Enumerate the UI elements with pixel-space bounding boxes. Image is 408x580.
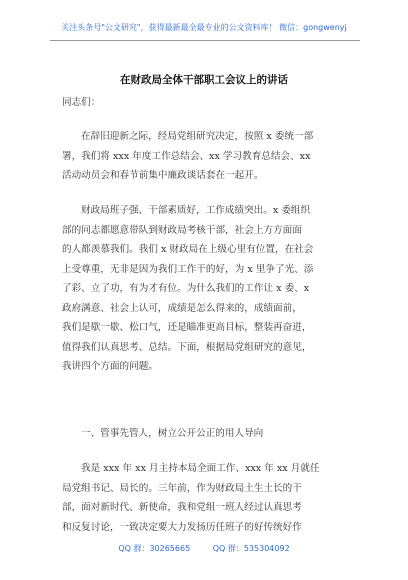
greeting: 同志们： [62, 97, 101, 108]
paragraph-line: 部的同志都愿意带队到财政局考核干部，社会上方方面面 [62, 224, 302, 236]
paragraph-line: 财政局班子强、干部素质好，工作成绩突出。x 委组织 [81, 205, 311, 216]
paragraph-line: 我是 xxx 年 xx 月主持本局全面工作、xxx 年 xx 月就任 [81, 463, 320, 474]
section-heading [62, 424, 348, 444]
paragraph-line: 政府满意、社会上认可，成绩是怎么得来的，成绩面前， [62, 302, 302, 314]
paragraph-line: 局党组书记、局长的。三年前，作为财政局土生土长的干 [62, 482, 302, 494]
paragraph-line: 上受尊重，无非是因为我们工作干的好，为 x 里争了光、添 [62, 263, 314, 275]
paragraph-line: 我讲四个方面的问题。 [62, 361, 158, 372]
section-heading-text: 一、管事先管人，树立公开公正的用人导向 [81, 428, 264, 439]
paragraph-line: 值得我们认真思考、总结。下面，根据局党组研究的意见， [62, 341, 312, 353]
footer-contact [0, 543, 408, 554]
document-title: 在财政局全体干部职工会议上的讲话 [120, 74, 288, 86]
paragraph-3 [62, 459, 348, 537]
paragraph-line: 我们是歇一歇、松口气，还是瞄准更高目标，整装再奋进， [62, 322, 312, 333]
paragraph-line: 署，我们将 xxx 年度工作总结会、xx 学习教育总结会、xx [62, 150, 311, 162]
paragraph-1 [62, 127, 348, 186]
paragraph-line: 和反复讨论，一致决定要大力发扬历任班子的好传统好作 [62, 521, 302, 533]
paragraph-line: 活动动员会和春节前集中廉政谈话套在一起开。 [62, 170, 264, 181]
footer-qq-group-2: QQ 群：535304092 [212, 544, 290, 553]
paragraph-line: 的人都羡慕我们。我们 x 财政局在上级心里有位置，在社会 [62, 244, 314, 255]
paragraph-line: 在辞旧迎新之际，经局党组研究决定，按照 x 委统一部 [81, 131, 314, 142]
paragraph-line: 部，面对新时代、新使命，我和党组一班人经过认真思考 [62, 502, 302, 513]
header-note: 关注头条号"公文研究"，获得最新最全最专业的公文资料库！ 微信：gongwenyj [61, 23, 347, 32]
paragraph-line: 了彩、立了功，有为才有位。为什么我们的工作让 x 委、x [62, 283, 310, 294]
paragraph-2 [62, 201, 348, 377]
header-divider [50, 40, 360, 41]
footer-qq-group-1: QQ 群：30265665 [118, 544, 191, 553]
